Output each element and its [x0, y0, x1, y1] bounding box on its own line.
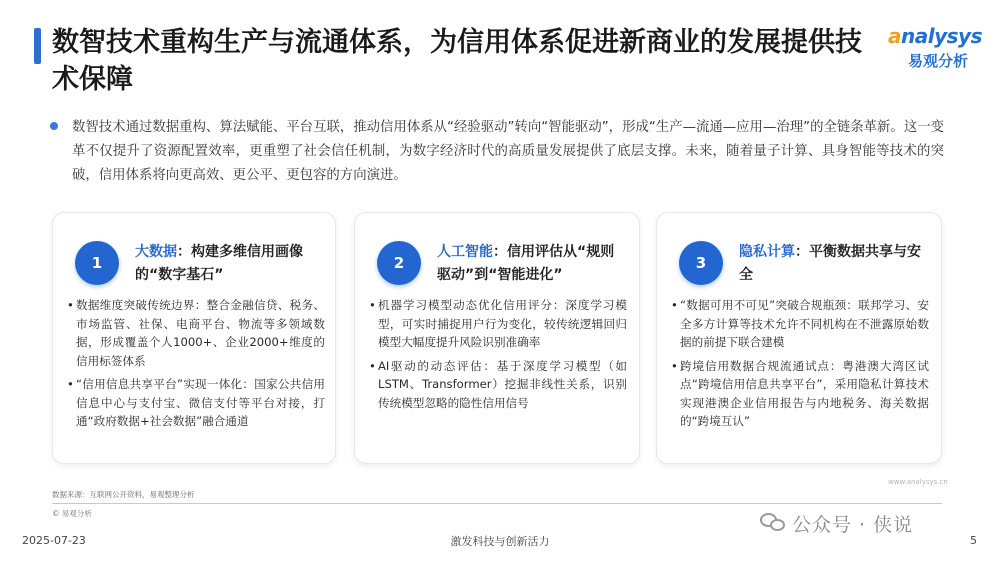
card-bullet: • “数据可用不可见”突破合规瓶颈：联邦学习、安全多方计算等技术允许不同机构在不泄露原始数据的前提下联合建模: [671, 296, 929, 352]
title-accent-bar: [34, 28, 41, 64]
card-number-badge: 2: [377, 241, 421, 285]
footer-slogan: 激发科技与创新活力: [450, 535, 550, 548]
page-number: 5: [970, 534, 977, 547]
data-source-note: 数据来源：互联网公开资料，易观整理分析: [52, 490, 195, 499]
copyright-note: © 易观分析: [52, 509, 92, 518]
intro-text: 数智技术通过数据重构、算法赋能、平台互联，推动信用体系从“经验驱动”转向“智能驱动”，形成“生产—流通—应用—治理”的全链条革新。这一变革不仅提升了资源配置效率，更重塑了社会信任机制，为数字经济时代的高质量发展提供了底层支撑。未来，随着量子计算、具身智能等技术的突破，信用体系将向更高效、更公平、更包容的方向演进。: [72, 120, 944, 183]
page-title: 数智技术重构生产与流通体系，为信用体系促进新商业的发展提供技术保障: [52, 27, 862, 95]
wechat-label: 公众号 · 侠说: [792, 513, 914, 536]
card-keyword: 人工智能: [437, 244, 493, 260]
analysys-logo: [888, 24, 988, 74]
card-ai: [354, 212, 640, 464]
footer-date: 2025-07-23: [22, 534, 86, 547]
card-bullet: • 跨境信用数据合规流通试点：粤港澳大湾区试点“跨境信用信息共享平台”，采用隐私计算技术实现港澳企业信用报告与内地税务、海关数据的“跨境互认”: [671, 357, 929, 431]
card-bullet: • 机器学习模型动态优化信用评分：深度学习模型，可实时捕捉用户行为变化，较传统逻辑回归模型大幅度提升风险识别准确率: [369, 296, 627, 352]
footer-divider: [52, 503, 942, 504]
card-heading: 大数据：构建多维信用画像的“数字基石”: [135, 244, 303, 283]
card-bullet: • 数据维度突破传统边界：整合金融信贷、税务、市场监管、社保、电商平台、物流等多领域数据，形成覆盖个人1000+、企业2000+维度的信用标签体系: [67, 296, 325, 370]
card-privacy-computing: [656, 212, 942, 464]
card-heading: 人工智能：信用评估从“规则驱动”到“智能进化”: [437, 244, 615, 283]
logo-wordmark: analysys: [888, 24, 982, 48]
card-keyword: 大数据: [135, 244, 177, 260]
card-heading: 隐私计算：平衡数据共享与安全: [739, 244, 921, 283]
card-bullet: • “信用信息共享平台”实现一体化：国家公共信用信息中心与支付宝、微信支付等平台对接，打通“政府数据+社会数据”融合通道: [67, 375, 325, 431]
card-keyword: 隐私计算: [739, 244, 795, 260]
bullet-dot-icon: [50, 122, 58, 130]
card-body: [67, 296, 325, 436]
card-big-data: [52, 212, 336, 464]
card-number-badge: 3: [679, 241, 723, 285]
card-number-badge: 1: [75, 241, 119, 285]
wechat-icon: [760, 513, 786, 533]
card-body: [671, 296, 929, 436]
card-bullet: • AI驱动的动态评估：基于深度学习模型（如LSTM、Transformer）挖掘非线性关系，识别传统模型忽略的隐性信用信号: [369, 357, 627, 413]
logo-chinese-name: 易观分析: [908, 52, 969, 70]
card-body: [369, 296, 627, 417]
site-watermark: www.analysys.cn: [888, 478, 948, 486]
